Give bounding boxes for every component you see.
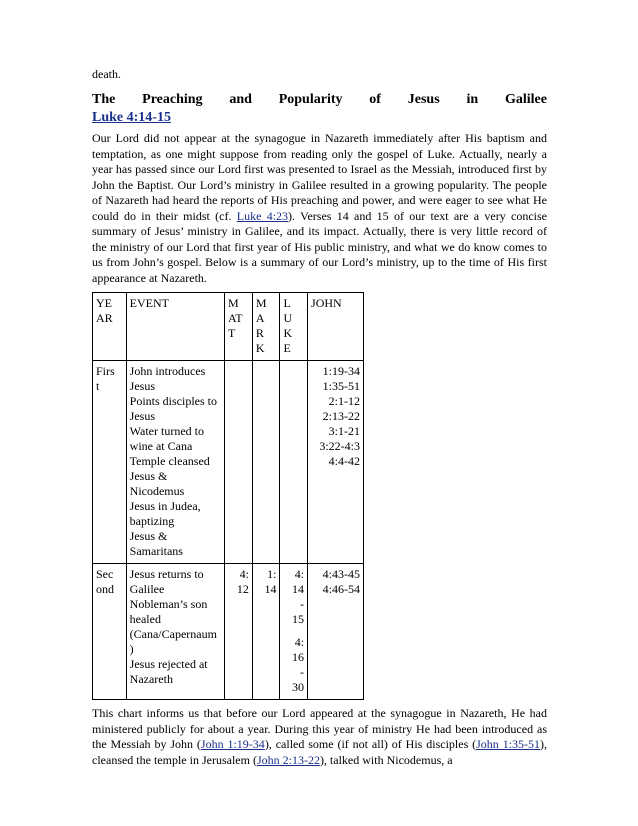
cell-line: M (227, 296, 239, 310)
cell-line: K (283, 326, 293, 340)
cell-line: t (96, 379, 100, 393)
table-row (93, 564, 364, 700)
cell-line: 16 (292, 650, 305, 664)
cell-line: Nobleman’s son (129, 597, 208, 611)
cell-line: 4: (294, 635, 305, 649)
cell-line: Jesus returns to (129, 567, 204, 581)
cell-spacer (283, 627, 304, 635)
paragraph-text: This chart informs us that before our Lord appeared at the synagogue in Nazareth, He had ministered publicly for about a year. During this year of ministry He had been introduced as the Messiah by John ( (92, 706, 547, 751)
cell-line: YE (96, 296, 112, 310)
cell-line: 3:1-21 (328, 424, 360, 438)
scripture-link-john-1-19-34[interactable]: John 1:19-34 (200, 737, 265, 751)
cell-line: 2:13-22 (322, 409, 360, 423)
header-matt (224, 293, 252, 361)
cell-line: 12 (236, 582, 249, 596)
cell-line: 2:1-12 (328, 394, 360, 408)
scripture-link-luke-4-23[interactable]: Luke 4:23 (236, 208, 289, 223)
cell-line: Nazareth (129, 672, 173, 686)
chart-discussion-paragraph (92, 706, 547, 768)
scripture-link-john-2-13-22[interactable]: John 2:13-22 (256, 752, 320, 767)
cell-line: Temple cleansed (129, 454, 210, 468)
cell-events (126, 361, 224, 564)
cell-line: AT (227, 311, 243, 325)
table-header-row (93, 293, 364, 361)
cell-line: Jesus in Judea, (129, 499, 201, 513)
cell-year (93, 361, 127, 564)
cell-line: ) (129, 642, 134, 656)
cell-line: M (255, 296, 267, 310)
cell-luke (280, 564, 308, 700)
scripture-link-john-1-35-51[interactable]: John 1:35-51 (476, 737, 541, 751)
header-year (93, 293, 127, 361)
cell-line: 4: (239, 567, 249, 581)
section-heading (92, 91, 547, 109)
cell-line: 4:4-42 (328, 454, 360, 468)
header-event (126, 293, 224, 361)
heading-word: and (229, 92, 252, 107)
cell-line: healed (129, 612, 161, 626)
cell-line: Jesus & (129, 529, 168, 543)
cell-line: E (283, 341, 291, 355)
cell-line: Jesus (129, 379, 155, 393)
cell-line: 15 (292, 612, 305, 626)
header-luke (280, 293, 308, 361)
ministry-summary-table (92, 292, 364, 700)
cell-line: Samaritans (129, 544, 183, 558)
cell-line: EVENT (129, 296, 169, 310)
heading-word: Jesus (407, 92, 440, 107)
header-mark (252, 293, 280, 361)
cell-line: 14 (264, 582, 277, 596)
header-john (308, 293, 364, 361)
cell-line: 14 (292, 582, 305, 596)
cell-line: 3:22-4:3 (319, 439, 360, 453)
cell-mark (252, 361, 280, 564)
cell-line: T (227, 326, 236, 340)
cell-line: 1:35-51 (322, 379, 360, 393)
cell-line: R (255, 326, 264, 340)
paragraph-text: ), cleansed the temple in Jerusalem ( (92, 737, 548, 767)
cell-line: 30 (292, 680, 305, 694)
cell-line: Galilee (129, 582, 165, 596)
heading-word: Popularity (278, 92, 343, 107)
lead-text: death. (92, 67, 121, 81)
cell-luke (280, 361, 308, 564)
paragraph-text: ). Verses 14 and 15 of our text are a very concise summary of Jesus’ ministry in Galilee, and its impact. Actually, there is very little record of the ministry of our Lord that first year of His public ministry, and what we do know comes to us from John’s gospel. Below is a summary of our Lord’s ministry, up to the time of His first appearance at Nazareth. (92, 208, 547, 285)
cell-line: 4:46-54 (322, 582, 360, 596)
cell-line: Jesus (129, 409, 155, 423)
cell-line: Sec (96, 567, 114, 581)
paragraph-text: ), talked with Nicodemus, a (319, 752, 453, 767)
cell-line: Jesus & (129, 469, 168, 483)
cell-line: baptizing (129, 514, 175, 528)
cell-line: 4: (294, 567, 305, 581)
heading-word: Preaching (142, 92, 203, 107)
cell-line: - (300, 597, 305, 611)
cell-line: - (300, 665, 305, 679)
heading-word: Galilee (504, 92, 547, 107)
heading-scripture-link[interactable]: Luke 4:14-15 (92, 110, 171, 125)
cell-john (308, 361, 364, 564)
cell-line: 1: (267, 567, 277, 581)
cell-line: (Cana/Capernaum (129, 627, 217, 641)
cell-line: K (255, 341, 265, 355)
paragraph-text: Our Lord did not appear at the synagogue in Nazareth immediately after His baptism and temptation, as one might suppose from reading only the gospel of Luke. Actually, nearly a year has passed since our Lord first was presented to Israel as the Messiah, introduced first by John the Baptist. Our Lord’s ministry in Galilee resulted in a growing popularity. The people of Nazareth had heard the reports of His preaching and power, and were eager to see what He could do in their midst (cf. (92, 131, 547, 223)
heading-word: The (92, 92, 116, 107)
cell-line: ond (96, 582, 114, 596)
cell-line: 4:43-45 (322, 567, 360, 581)
heading-word: in (466, 92, 479, 107)
cell-line: Water turned to (129, 424, 204, 438)
cell-year (93, 564, 127, 700)
cell-line: Nicodemus (129, 484, 185, 498)
cell-events (126, 564, 224, 700)
cell-line: 1:19-34 (322, 364, 360, 378)
cell-john (308, 564, 364, 700)
cell-matt (224, 564, 252, 700)
cell-line: Firs (96, 364, 115, 378)
cell-line: AR (96, 311, 113, 325)
heading-word: of (369, 92, 381, 107)
cell-line: Points disciples to (129, 394, 217, 408)
table-row (93, 361, 364, 564)
cell-matt (224, 361, 252, 564)
cell-line: JOHN (311, 296, 342, 310)
cell-line: U (283, 311, 293, 325)
paragraph-text: ), called some (if not all) of His disciples ( (264, 737, 477, 751)
cell-line: Jesus rejected at (129, 657, 208, 671)
cell-line: wine at Cana (129, 439, 193, 453)
intro-paragraph (92, 131, 547, 286)
cell-line: L (283, 296, 291, 310)
cell-line: A (255, 311, 265, 325)
cell-mark (252, 564, 280, 700)
cell-line: John introduces (129, 364, 206, 378)
document-content (92, 66, 547, 768)
